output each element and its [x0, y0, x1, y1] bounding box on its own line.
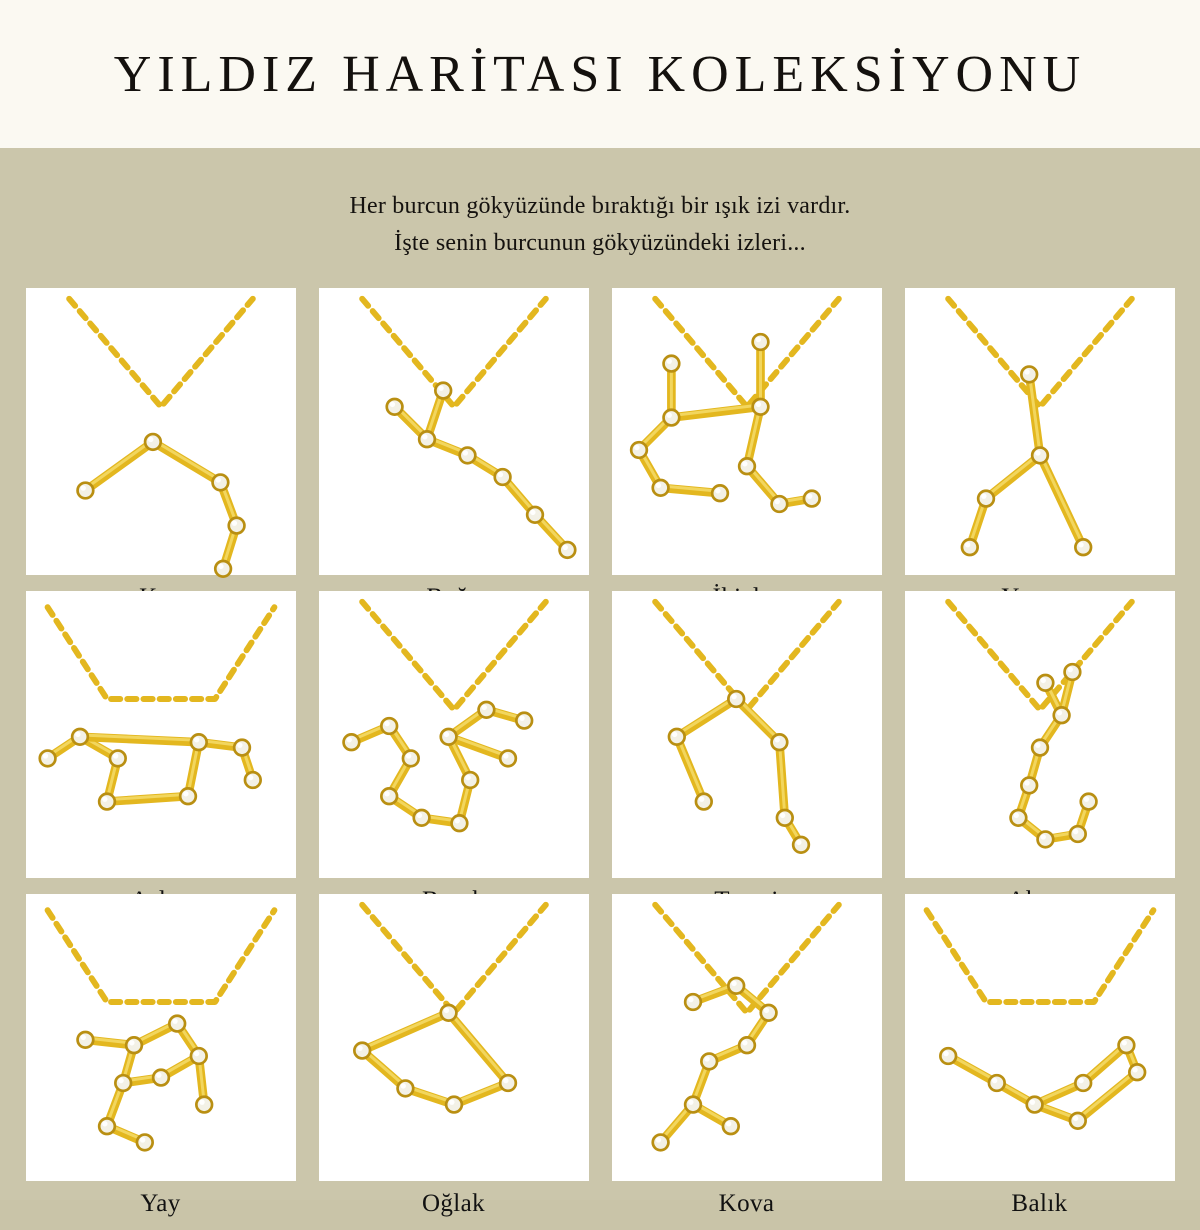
- constellation-stars: [77, 434, 244, 577]
- chain: [362, 602, 546, 710]
- necklace-pendant-virgo-icon: [319, 591, 589, 888]
- chain: [926, 911, 1153, 1003]
- header-band: [0, 0, 1200, 148]
- zodiac-label: Yay: [140, 1190, 181, 1218]
- constellation-links: [948, 1044, 1137, 1121]
- constellation-links: [85, 440, 236, 569]
- constellation-stars: [343, 702, 531, 831]
- constellation-links: [394, 389, 567, 550]
- zodiac-card[interactable]: [905, 894, 1175, 1218]
- zodiac-card[interactable]: [612, 591, 882, 878]
- necklace-pendant-capricorn-icon: [319, 894, 589, 1191]
- zodiac-card[interactable]: [319, 288, 589, 575]
- zodiac-card[interactable]: [26, 894, 296, 1218]
- chain: [948, 299, 1132, 407]
- zodiac-card[interactable]: [612, 288, 882, 575]
- chain: [362, 905, 546, 1013]
- intro-line-1: Her burcun gökyüzünde bıraktığı bir ışık izi vardır.: [349, 193, 851, 219]
- necklace-pendant-cancer-icon: [905, 288, 1175, 585]
- chain: [362, 299, 546, 407]
- necklace-pendant-scorpio-icon: [905, 591, 1175, 888]
- necklace-pendant-leo-icon: [26, 591, 296, 888]
- zodiac-card[interactable]: [26, 288, 296, 575]
- zodiac-label: Kova: [718, 1190, 775, 1218]
- constellation-stars: [631, 335, 819, 513]
- necklace-pendant-gemini-icon: [612, 288, 882, 585]
- zodiac-card[interactable]: [319, 894, 589, 1218]
- constellation-links: [969, 373, 1082, 548]
- chain: [69, 299, 253, 407]
- intro-line-2: İşte senin burcunun gökyüzündeki izleri...: [394, 230, 806, 257]
- chain: [655, 602, 839, 710]
- zodiac-card[interactable]: [905, 591, 1175, 878]
- necklace-pendant-taurus-icon: [319, 288, 589, 585]
- zodiac-card[interactable]: [905, 288, 1175, 575]
- zodiac-label: Balık: [1011, 1190, 1068, 1218]
- necklace-pendant-libra-icon: [612, 591, 882, 888]
- zodiac-label: Oğlak: [421, 1190, 486, 1218]
- zodiac-card[interactable]: [319, 591, 589, 878]
- necklace-pendant-pisces-icon: [905, 894, 1175, 1191]
- necklace-pendant-aquarius-icon: [612, 894, 882, 1191]
- zodiac-card[interactable]: [612, 894, 882, 1218]
- chain: [948, 602, 1132, 710]
- necklace-pendant-sagittarius-icon: [26, 894, 296, 1191]
- page-title: YILDIZ HARİTASI KOLEKSİYONU: [113, 45, 1087, 103]
- necklace-pendant-aries-icon: [26, 288, 296, 585]
- intro-text: [0, 148, 1200, 288]
- chain: [47, 608, 274, 700]
- constellation-links: [362, 1011, 508, 1105]
- zodiac-card[interactable]: [26, 591, 296, 878]
- constellation-links: [351, 708, 524, 823]
- chain: [47, 911, 274, 1003]
- chain: [655, 299, 839, 407]
- zodiac-grid: [0, 288, 1200, 1218]
